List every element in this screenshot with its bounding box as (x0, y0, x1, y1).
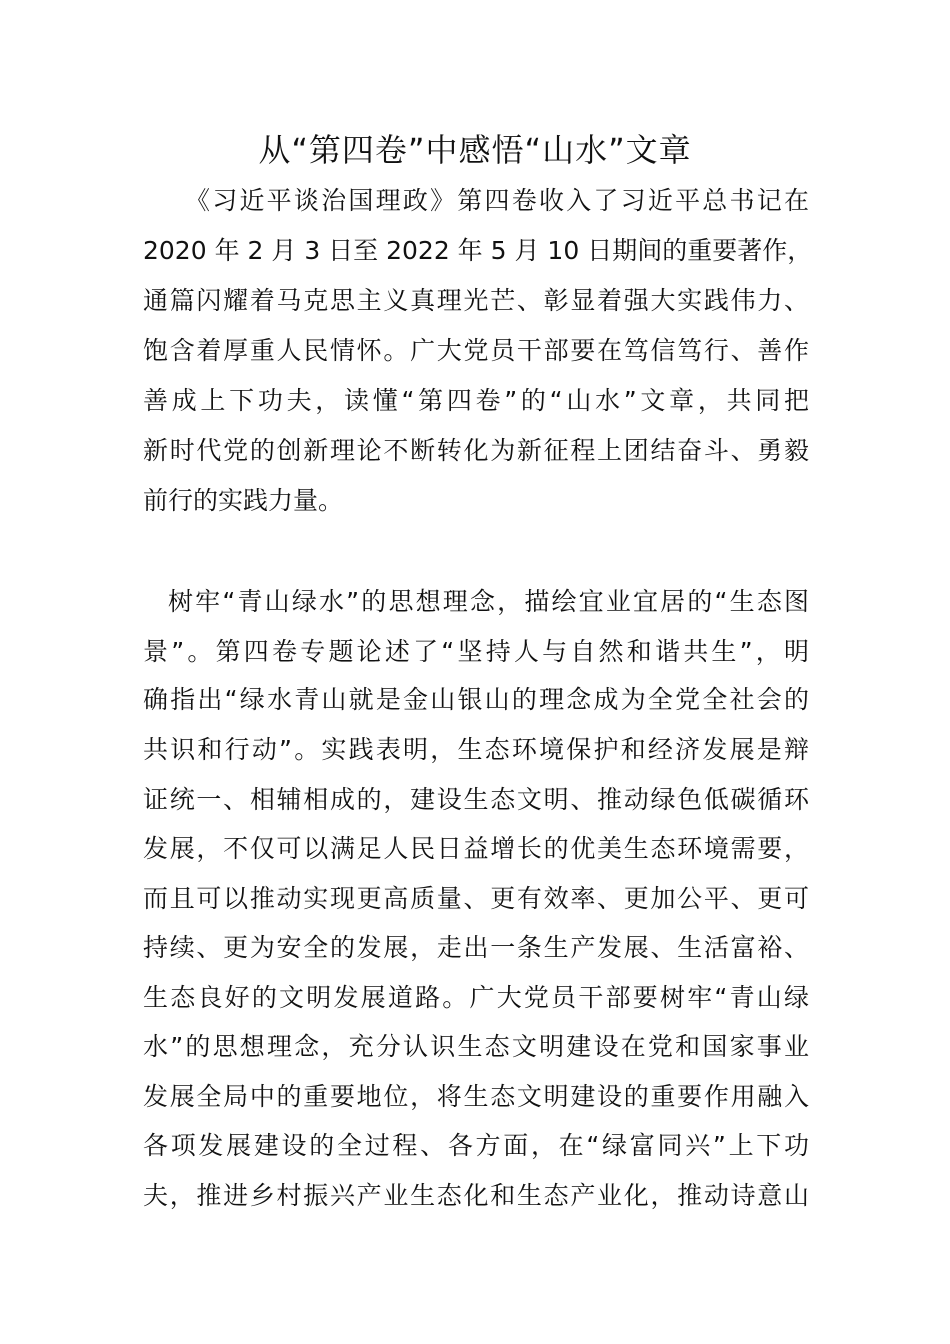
paragraph-2-line-3: 确指出“绿水青山就是金山银山的理念成为全党全社会的 (143, 685, 809, 714)
paragraph-2-line-4: 共识和行动”。实践表明，生态环境保护和经济发展是辩 (143, 735, 809, 764)
paragraph-1-line-3: 通篇闪耀着马克思主义真理光芒、彰显着强大实践伟力、 (143, 286, 809, 315)
paragraph-1-line-4: 饱含着厚重人民情怀。广大党员干部要在笃信笃行、善作 (143, 336, 809, 365)
paragraph-2-line-6: 发展，不仅可以满足人民日益增长的优美生态环境需要， (143, 834, 809, 863)
paragraph-2-line-11: 发展全局中的重要地位，将生态文明建设的重要作用融入 (143, 1082, 809, 1111)
paragraph-2-line-7: 而且可以推动实现更高质量、更有效率、更加公平、更可 (143, 884, 809, 913)
paragraph-2-line-13: 夫，推进乡村振兴产业生态化和生态产业化，推动诗意山 (143, 1181, 809, 1210)
paragraph-1-line-7: 前行的实践力量。 (143, 486, 344, 515)
paragraph-2-line-1: 树牢“青山绿水”的思想理念，描绘宜业宜居的“生态图 (168, 587, 809, 616)
paragraph-2-line-9: 生态良好的文明发展道路。广大党员干部要树牢“青山绿 (143, 983, 809, 1012)
paragraph-1-line-2: 2020 年 2 月 3 日至 2022 年 5 月 10 日期间的重要著作， (143, 236, 813, 265)
paragraph-1-line-6: 新时代党的创新理论不断转化为新征程上团结奋斗、勇毅 (143, 436, 809, 465)
paragraph-2-line-5: 证统一、相辅相成的，建设生态文明、推动绿色低碳循环 (143, 785, 809, 814)
paragraph-1-line-5: 善成上下功夫，读懂“第四卷”的“山水”文章，共同把 (143, 386, 809, 415)
paragraph-2-line-12: 各项发展建设的全过程、各方面，在“绿富同兴”上下功 (143, 1131, 809, 1160)
document-title: 从“第四卷”中感悟“山水”文章 (258, 131, 692, 169)
paragraph-2-line-8: 持续、更为安全的发展，走出一条生产发展、生活富裕、 (143, 933, 809, 962)
paragraph-2-line-2: 景”。第四卷专题论述了“坚持人与自然和谐共生”，明 (143, 637, 809, 666)
paragraph-2-line-10: 水”的思想理念，充分认识生态文明建设在党和国家事业 (143, 1032, 809, 1061)
paragraph-1-line-1: 《习近平谈治国理政》第四卷收入了习近平总书记在 (185, 186, 809, 215)
